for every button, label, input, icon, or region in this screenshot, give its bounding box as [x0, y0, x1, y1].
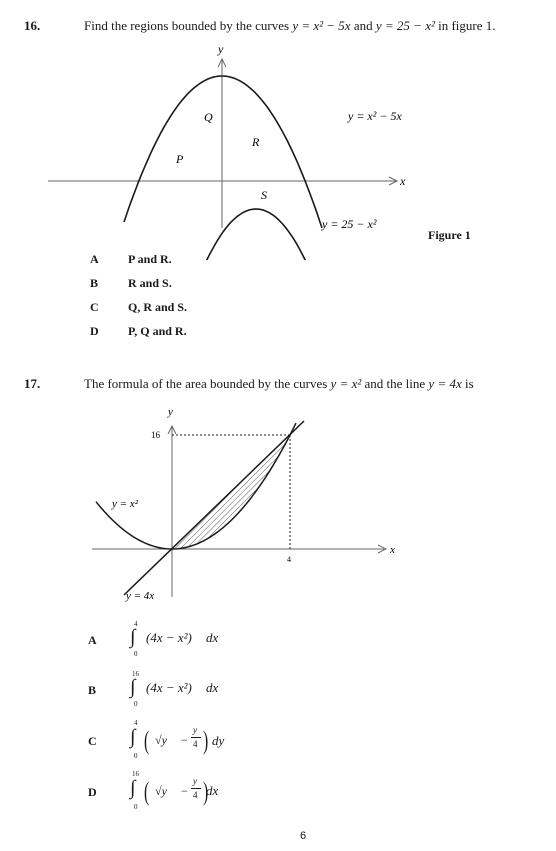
q16-option-c-letter: C: [90, 300, 99, 314]
figure-1: [0, 0, 556, 260]
q17-option-c-lower: 0: [134, 752, 138, 760]
q16-option-d-text: P, Q and R.: [128, 324, 187, 338]
fig1-curve2-label: y = 25 − x²: [322, 217, 377, 231]
q17-option-b-diff: dx: [206, 680, 219, 695]
q16-curve2: y = 25 − x²: [375, 18, 435, 33]
q17-option-d-upper: 16: [132, 770, 139, 778]
q16-number: 16.: [24, 18, 41, 33]
q17-option-d-integral: [130, 770, 144, 814]
q17-option-b-integrand: (4x − x²): [146, 680, 192, 695]
q17-joiner: and the line: [364, 376, 426, 391]
paren-right: ): [203, 777, 209, 806]
integral-sign: ∫: [130, 777, 136, 799]
fig1-curve-downward: [124, 76, 322, 228]
fig2-y-label: y: [168, 406, 173, 418]
page-number: 6: [300, 830, 307, 842]
fig2-line-label: y = 4x: [126, 590, 155, 602]
fraction-bar: [191, 737, 201, 738]
paren-left: (: [144, 726, 150, 755]
q17-option-a-lower: 0: [134, 650, 138, 658]
figure-1-caption: Figure 1: [428, 228, 471, 242]
paren-right: ): [203, 726, 209, 755]
q16-text-post: in figure 1.: [438, 18, 496, 33]
q16-option-d-letter: D: [90, 324, 99, 338]
q17-option-d-lower: 0: [134, 803, 138, 811]
q17-option-d-letter: D: [88, 785, 97, 799]
q16-option-a-text: P and R.: [128, 252, 172, 266]
q17-option-a-letter: A: [88, 633, 97, 647]
q17-option-d-denominator: 4: [193, 790, 198, 800]
fig1-x-label: x: [400, 174, 406, 188]
q16-option-b-letter: B: [90, 276, 99, 290]
q17-question: [84, 376, 474, 392]
q16-option-a-letter: A: [90, 252, 99, 266]
q17-option-c-integral: [130, 719, 144, 763]
q17-option-c-denominator: 4: [193, 739, 198, 749]
q17-option-d-numerator: y: [193, 776, 197, 786]
integral-sign: ∫: [130, 676, 136, 698]
q17-option-c-numerator: y: [193, 725, 197, 735]
fig1-curve1-label: y = x² − 5x: [348, 109, 402, 123]
fig2-tick-4: 4: [287, 555, 291, 564]
fig2-x-label: x: [390, 544, 395, 556]
q16-option-c-text: Q, R and S.: [128, 300, 188, 314]
q17-option-a-diff: dx: [206, 630, 219, 645]
q17-option-b-letter: B: [88, 683, 97, 697]
minus-sign: −: [181, 784, 188, 798]
q17-option-b-integral: [130, 670, 144, 710]
q17-text-post: is: [464, 376, 474, 391]
figure-2: [0, 395, 556, 610]
paren-left: (: [144, 777, 150, 806]
fig1-region-r: R: [252, 135, 260, 149]
fig1-region-p: P: [176, 152, 184, 166]
q17-text-pre: The formula of the area bounded by the curves: [84, 376, 328, 391]
q17-line: y = 4x: [428, 376, 462, 391]
minus-sign: −: [181, 733, 188, 747]
fraction-bar: [191, 788, 201, 789]
q17-option-a-upper: 4: [134, 620, 138, 628]
q17-curve: y = x²: [330, 376, 362, 391]
q17-number: 17.: [24, 376, 41, 391]
fig1-y-label: y: [218, 42, 224, 56]
q16-text-pre: Find the regions bounded by the curves: [84, 18, 290, 33]
q17-option-a-integral: [130, 620, 144, 660]
q17-option-a-integrand: (4x − x²): [146, 630, 192, 645]
fig2-tick-16: 16: [151, 430, 160, 440]
q17-option-c-sqrt: √y: [155, 733, 167, 747]
q17-option-c-letter: C: [88, 734, 97, 748]
q17-option-d-sqrt: √y: [155, 784, 167, 798]
integral-sign: ∫: [130, 726, 136, 748]
q17-option-d-diff: dx: [206, 783, 219, 798]
fig2-line: [124, 421, 304, 595]
fig1-region-s: S: [261, 188, 267, 202]
integral-sign: ∫: [130, 626, 136, 648]
q17-option-b-upper: 16: [132, 670, 139, 678]
fig1-region-q: Q: [204, 110, 213, 124]
q17-option-b-lower: 0: [134, 700, 138, 708]
q17-option-c-upper: 4: [134, 719, 138, 727]
q16-curve1: y = x² − 5x: [292, 18, 351, 33]
q16-joiner: and: [353, 18, 373, 33]
q17-option-c-diff: dy: [212, 733, 225, 748]
fig2-parabola-label: y = x²: [112, 498, 138, 510]
q16-option-b-text: R and S.: [128, 276, 172, 290]
